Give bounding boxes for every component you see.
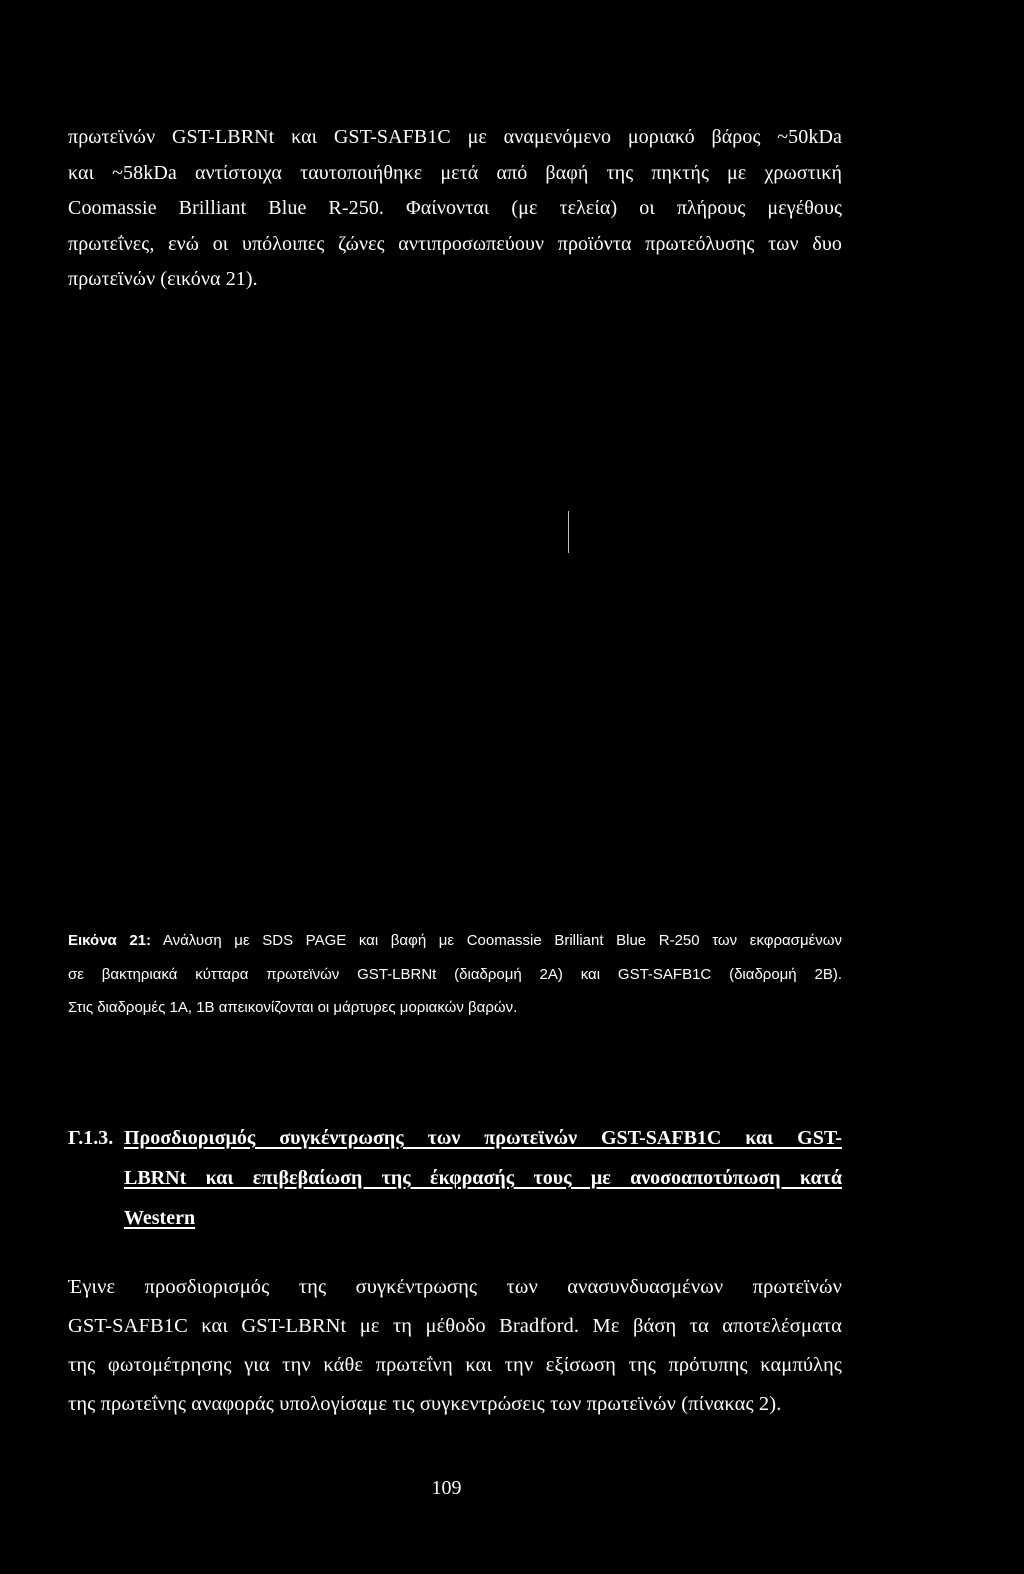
caption-text: Ανάλυση με SDS PAGE και βαφή με Coomassie Brilliant Blue R-250 των εκφρασμένων <box>151 932 842 949</box>
intro-line: Coomassie Brilliant Blue R-250. Φαίνονται (με τελεία) οι πλήρους μεγέθους <box>68 197 842 219</box>
caption-line <box>68 924 842 958</box>
section-number: Γ.1.3. <box>68 1127 114 1149</box>
page-number: 109 <box>431 1477 462 1499</box>
caption-line: σε βακτηριακά κύτταρα πρωτεϊνών GST-LBRNt (διαδρομή 2A) και GST-SAFB1C (διαδρομή 2B). <box>68 965 842 983</box>
caption-line: Στις διαδρομές 1A, 1B απεικονίζονται οι μάρτυρες μοριακών βαρών. <box>68 999 518 1016</box>
intro-line: και ~58kDa αντίστοιχα ταυτοποιήθηκε μετά από βαφή της πηκτής με χρωστική <box>68 161 842 184</box>
body-line: της πρωτεΐνης αναφοράς υπολογίσαμε τις συγκεντρώσεις των πρωτεϊνών (πίνακας 2). <box>68 1393 782 1415</box>
body-paragraph <box>68 1268 842 1424</box>
heading-text: LBRNt και επιβεβαίωση της έκφρασής τους με ανοσοαποτύπωση κατά <box>124 1167 842 1189</box>
body-line: GST-SAFB1C και GST-LBRNt με τη μέθοδο Bradford. Με βάση τα αποτελέσματα <box>68 1315 842 1337</box>
figure-image-area <box>68 325 842 905</box>
heading-text: Western <box>124 1207 196 1229</box>
heading-line <box>68 1198 842 1238</box>
intro-paragraph <box>68 120 842 298</box>
section-heading <box>68 1118 842 1238</box>
figure-caption <box>68 924 842 1025</box>
figure-mark <box>568 511 569 553</box>
body-line: της φωτομέτρησης για την κάθε πρωτεΐνη και την εξίσωση της πρότυπης καμπύλης <box>68 1354 842 1376</box>
caption-label: Εικόνα 21: <box>68 932 152 949</box>
body-line: Έγινε προσδιορισμός της συγκέντρωσης των ανασυνδυασμένων πρωτεϊνών <box>68 1276 842 1298</box>
heading-line <box>68 1118 842 1158</box>
intro-line: πρωτεϊνών GST-LBRNt και GST-SAFB1C με αναμενόμενο μοριακό βάρος ~50kDa <box>68 126 842 148</box>
intro-line: πρωτεϊνών (εικόνα 21). <box>68 268 258 290</box>
heading-text: Προσδιορισμός συγκέντρωσης των πρωτεϊνών GST-SAFB1C και GST- <box>124 1127 842 1149</box>
intro-line: πρωτεΐνες, ενώ οι υπόλοιπες ζώνες αντιπροσωπεύουν προϊόντα πρωτεόλυσης των δυο <box>68 232 842 255</box>
heading-line <box>68 1158 842 1198</box>
